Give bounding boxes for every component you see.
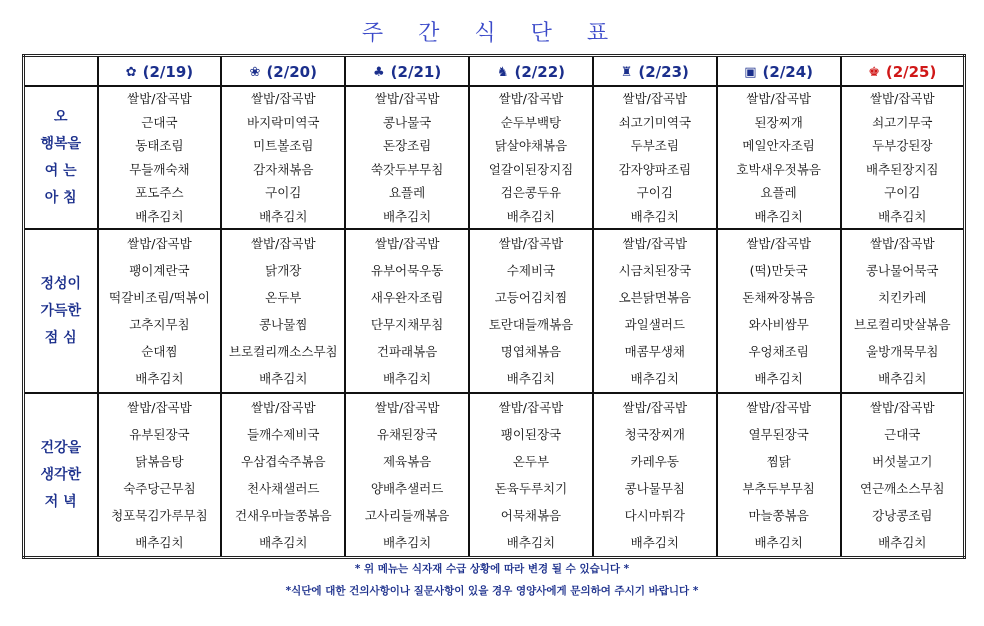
day-header (717, 56, 841, 87)
menu-item: 팽이계란국 (129, 263, 190, 278)
meal-rows (24, 86, 965, 558)
menu-cell (98, 86, 222, 229)
menu-item: (떡)만둣국 (749, 263, 808, 278)
menu-item: 쌀밥/잡곡밥 (746, 91, 811, 106)
menu-item: 마늘쫑볶음 (748, 508, 809, 523)
meal-label-line: 아 침 (44, 189, 77, 206)
menu-item: 단무지채무침 (370, 317, 444, 332)
menu-cell (717, 229, 841, 393)
meal-label-line: 오 (53, 108, 68, 125)
day-label: (2/24) (762, 63, 814, 82)
menu-item: 배추김치 (259, 371, 308, 386)
menu-item: 울방개묵무침 (866, 344, 939, 359)
menu-item: 배추된장지짐 (866, 161, 939, 177)
menu-item: 쑥갓두부무침 (370, 161, 444, 177)
meal-label-line: 건강을 (40, 439, 82, 456)
note-supply-change: * 위 메뉴는 식자재 수급 상황에 따라 변경 될 수 있습니다 * (354, 563, 630, 575)
menu-item: 배추김치 (506, 371, 556, 386)
menu-item: 미트볼조림 (253, 138, 314, 153)
weekly-menu-table (22, 54, 966, 559)
meal-label-breakfast (24, 86, 98, 229)
day-label: (2/23) (638, 63, 689, 82)
menu-item: 구이김 (884, 185, 921, 200)
menu-item: 쌀밥/잡곡밥 (127, 400, 192, 415)
meal-label-line: 정성이 (40, 275, 82, 292)
menu-item: 온두부 (512, 454, 550, 469)
menu-cell (469, 86, 593, 229)
day-header (593, 56, 717, 87)
menu-item: 과일샐러드 (624, 317, 685, 332)
menu-item: 배추김치 (259, 208, 308, 224)
menu-item: 닭볶음탕 (135, 454, 184, 469)
menu-item: 배추김치 (630, 535, 679, 550)
menu-item: 쌀밥/잡곡밥 (374, 236, 440, 251)
menu-item: 양배추샐러드 (370, 481, 444, 496)
menu-item: 쌀밥/잡곡밥 (374, 400, 440, 415)
menu-item: 감자양파조림 (618, 161, 692, 177)
menu-item: 쌀밥/잡곡밥 (622, 400, 688, 415)
menu-item: 쌀밥/잡곡밥 (869, 400, 935, 415)
menu-item: 오븐닭면볶음 (618, 290, 692, 305)
cake-icon: ✿ (125, 64, 137, 80)
menu-item: 순대찜 (141, 344, 178, 359)
menu-item: 무들깨숙채 (129, 161, 190, 177)
menu-item: 건파래볶음 (376, 344, 438, 359)
menu-item: 동태조림 (135, 138, 184, 153)
menu-item: 천사채샐러드 (247, 481, 320, 496)
menu-item: 시금치된장국 (618, 263, 692, 278)
note-contact-dietitian: *식단에 대한 건의사항이나 질문사항이 있을 경우 영양사에게 문의하여 주시기 바랍니다 * (285, 585, 699, 597)
menu-item: 배추김치 (506, 208, 556, 224)
menu-item: 콩나물국 (382, 114, 432, 130)
menu-item: 찜닭 (766, 454, 791, 469)
menu-item: 유채된장국 (376, 427, 438, 442)
menu-item: 배추김치 (754, 535, 803, 550)
day-header-content (868, 63, 936, 81)
menu-item: 청국장찌개 (624, 427, 685, 442)
menu-item: 팽이된장국 (500, 427, 562, 442)
day-header (469, 56, 593, 87)
meal-label-lunch (24, 229, 98, 393)
meal-row-dinner (24, 393, 965, 558)
meal-row-breakfast (24, 86, 965, 229)
meal-label-line: 저 녁 (44, 493, 77, 510)
day-label: (2/22) (514, 63, 566, 82)
menu-cell (841, 229, 965, 393)
menu-item: 배추김치 (382, 371, 432, 386)
menu-cell (593, 86, 717, 229)
menu-item: 카레우동 (630, 454, 679, 469)
menu-item: 연근깨소스무침 (860, 481, 945, 496)
menu-item: 된장찌개 (754, 114, 803, 130)
menu-item: 포도주스 (135, 185, 184, 200)
menu-item: 와사비쌈무 (748, 317, 809, 332)
menu-item: 브로컬리맛살볶음 (853, 317, 951, 332)
menu-cell (221, 86, 345, 229)
menu-item: 쌀밥/잡곡밥 (127, 236, 192, 251)
day-label: (2/20) (266, 63, 317, 82)
menu-cell (593, 229, 717, 393)
menu-item: 숙주당근무침 (123, 481, 196, 496)
menu-item: 배추김치 (754, 371, 803, 386)
day-header-content (497, 63, 565, 81)
bottle-icon: ♞ (496, 64, 509, 80)
flask-icon: ♣ (373, 64, 385, 80)
menu-item: 온두부 (265, 290, 302, 305)
menu-item: 쌀밥/잡곡밥 (869, 91, 935, 106)
menu-item: 배추김치 (630, 208, 679, 224)
menu-item: 수제비국 (506, 263, 556, 278)
menu-item: 쌀밥/잡곡밥 (374, 91, 440, 106)
day-label: (2/21) (390, 63, 442, 82)
menu-item: 쌀밥/잡곡밥 (498, 400, 564, 415)
menu-item: 고등어김치찜 (494, 290, 568, 305)
menu-cell (841, 86, 965, 229)
menu-item: 쌀밥/잡곡밥 (498, 236, 564, 251)
menu-item: 배추김치 (506, 535, 556, 550)
menu-item: 치킨카레 (878, 290, 927, 305)
day-header (841, 56, 965, 87)
book-icon: ▣ (744, 64, 757, 80)
day-header (98, 56, 222, 87)
menu-item: 닭살야채볶음 (494, 138, 568, 153)
menu-item: 배추김치 (754, 208, 803, 224)
meal-label-line: 행복을 (40, 135, 82, 152)
menu-item: 쌀밥/잡곡밥 (498, 91, 564, 106)
menu-item: 배추김치 (135, 208, 184, 224)
menu-item: 고추지무침 (129, 317, 190, 332)
menu-item: 쌀밥/잡곡밥 (622, 236, 688, 251)
menu-item: 부추두부무침 (742, 481, 815, 496)
menu-item: 두부강된장 (872, 138, 933, 153)
menu-item: 새우완자조림 (370, 290, 444, 305)
menu-cell (221, 393, 345, 558)
menu-cell (469, 229, 593, 393)
meal-label-line: 생각한 (40, 466, 82, 483)
menu-item: 감자채볶음 (253, 161, 314, 177)
menu-item: 돈채짜장볶음 (742, 290, 815, 305)
day-header-content (744, 63, 813, 81)
day-header-content (250, 63, 317, 81)
menu-item: 검은콩두유 (500, 185, 562, 200)
menu-item: 쌀밥/잡곡밥 (250, 236, 316, 251)
meal-label-dinner (24, 393, 98, 558)
menu-cell (345, 229, 469, 393)
menu-item: 쌀밥/잡곡밥 (250, 400, 316, 415)
menu-cell (593, 393, 717, 558)
stamp-icon: ♚ (868, 64, 880, 80)
menu-item: 청포묵김가루무침 (111, 508, 208, 523)
meal-label-line: 여 는 (44, 162, 77, 179)
menu-item: 유부어묵우동 (370, 263, 444, 278)
day-header (345, 56, 469, 87)
menu-item: 배추김치 (878, 371, 927, 386)
menu-item: 우삼겹숙주볶음 (241, 454, 326, 469)
menu-item: 메일안자조림 (742, 138, 815, 153)
menu-item: 쌀밥/잡곡밥 (250, 91, 316, 106)
menu-item: 토란대들깨볶음 (488, 317, 574, 332)
menu-item: 구이김 (636, 185, 673, 200)
menu-item: 두부조림 (630, 138, 679, 153)
menu-item: 브로컬리깨소스무침 (228, 344, 338, 359)
menu-item: 열무된장국 (748, 427, 809, 442)
menu-item: 유부된장국 (129, 427, 190, 442)
menu-item: 쌀밥/잡곡밥 (869, 236, 935, 251)
menu-item: 다시마튀각 (624, 508, 685, 523)
menu-item: 쇠고기무국 (872, 114, 933, 130)
day-header (221, 56, 345, 87)
day-label: (2/25) (885, 63, 937, 82)
menu-item: 버섯불고기 (872, 454, 933, 469)
meal-label-line: 점 심 (44, 329, 77, 346)
menu-item: 고사리들깨볶음 (364, 508, 450, 523)
menu-item: 요플레 (760, 185, 797, 200)
menu-item: 배추김치 (382, 208, 432, 224)
menu-cell (345, 393, 469, 558)
menu-item: 명엽채볶음 (500, 344, 562, 359)
menu-item: 콩나물무침 (624, 481, 685, 496)
menu-item: 어묵채볶음 (500, 508, 562, 523)
jar-icon: ♜ (620, 64, 633, 80)
menu-item: 콩나물어묵국 (866, 263, 939, 278)
menu-item: 근대국 (884, 427, 921, 442)
menu-item: 배추김치 (135, 535, 184, 550)
menu-item: 순두부백탕 (500, 114, 562, 130)
menu-item: 쇠고기미역국 (618, 114, 692, 130)
menu-item: 쌀밥/잡곡밥 (127, 91, 192, 106)
corner-cell (24, 56, 98, 87)
menu-item: 배추김치 (878, 535, 927, 550)
page-title: 주 간 식 단 표 (361, 21, 623, 46)
menu-cell (98, 229, 222, 393)
menu-item: 강낭콩조림 (872, 508, 933, 523)
menu-item: 얼갈이된장지짐 (488, 161, 574, 177)
menu-item: 우엉채조림 (748, 344, 809, 359)
menu-item: 쌀밥/잡곡밥 (746, 400, 811, 415)
menu-item: 제육볶음 (382, 454, 432, 469)
menu-item: 배추김치 (259, 535, 308, 550)
menu-item: 배추김치 (878, 208, 927, 224)
menu-item: 쌀밥/잡곡밥 (622, 91, 688, 106)
day-label: (2/19) (142, 63, 194, 82)
menu-cell (345, 86, 469, 229)
menu-cell (841, 393, 965, 558)
header-row (24, 56, 965, 87)
menu-item: 돈장조림 (382, 138, 432, 153)
meal-row-lunch (24, 229, 965, 393)
menu-item: 들깨수제비국 (247, 427, 320, 442)
menu-cell (717, 393, 841, 558)
menu-item: 매콤무생채 (624, 344, 685, 359)
turtle-icon: ❀ (249, 64, 261, 80)
menu-cell (717, 86, 841, 229)
day-header-content (373, 63, 441, 81)
menu-item: 닭개장 (265, 263, 302, 278)
menu-cell (469, 393, 593, 558)
menu-item: 배추김치 (135, 371, 184, 386)
menu-cell (221, 229, 345, 393)
menu-item: 구이김 (265, 185, 302, 200)
menu-item: 배추김치 (382, 535, 432, 550)
menu-item: 돈육두루치기 (494, 481, 568, 496)
meal-label-line: 가득한 (40, 302, 82, 319)
menu-item: 콩나물찜 (259, 317, 308, 332)
menu-item: 근대국 (141, 114, 178, 130)
menu-item: 요플레 (388, 185, 426, 200)
day-header-content (126, 63, 193, 81)
menu-cell (98, 393, 222, 558)
menu-item: 배추김치 (630, 371, 679, 386)
menu-item: 바지락미역국 (247, 114, 320, 130)
menu-item: 건새우마늘쫑볶음 (234, 508, 332, 523)
menu-item: 호박새우젓볶음 (736, 161, 821, 177)
day-header-content (621, 63, 689, 81)
menu-item: 떡갈비조림/떡볶이 (109, 290, 210, 305)
menu-item: 쌀밥/잡곡밥 (746, 236, 811, 251)
